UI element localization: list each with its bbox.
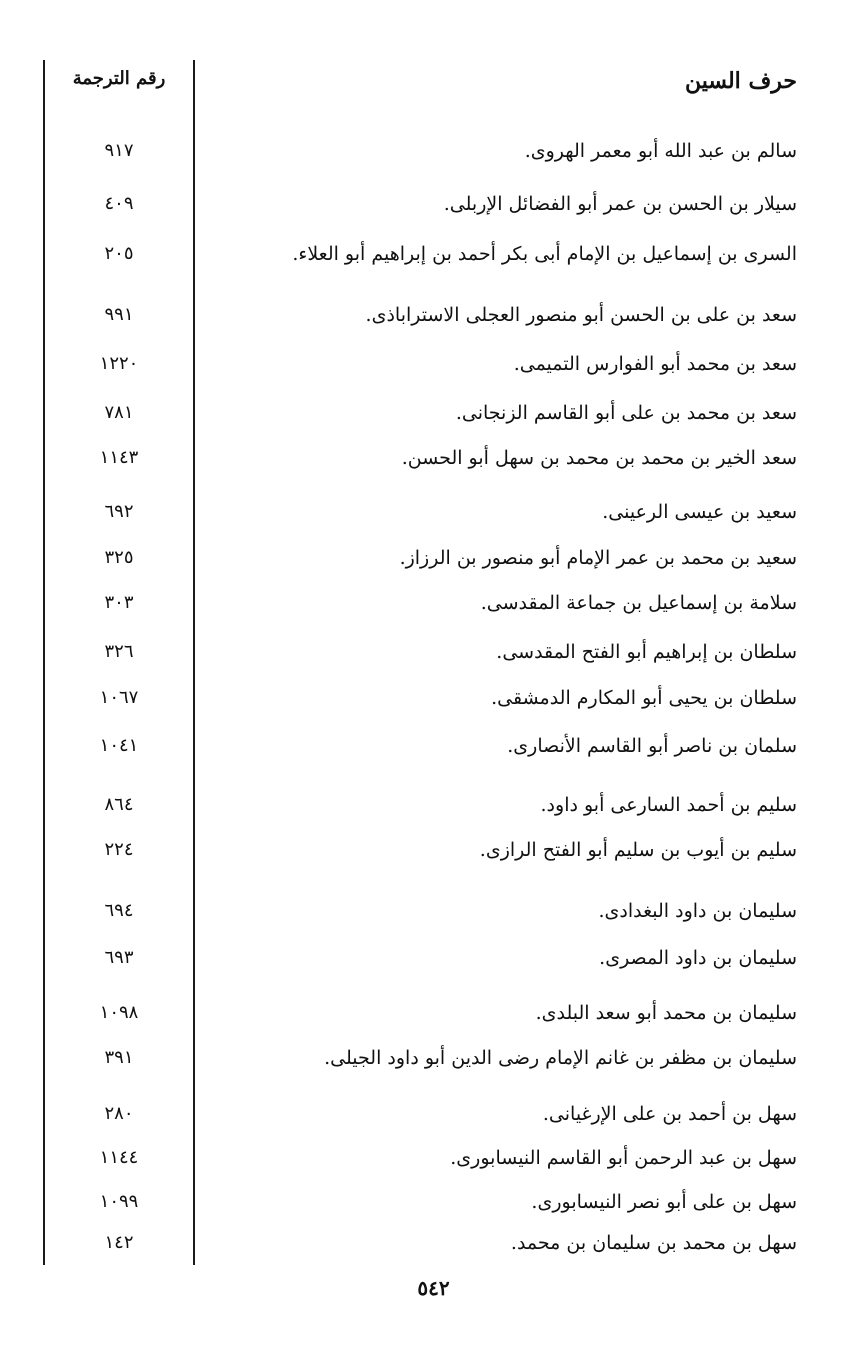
entry-name: سلامة بن إسماعيل بن جماعة المقدسى. (480, 592, 797, 614)
entry-name: سهل بن أحمد بن على الإرغيانى. (542, 1103, 797, 1125)
list-item (0, 940, 867, 976)
entry-number: ٤٠٩ (104, 193, 134, 214)
entry-name: سعيد بن محمد بن عمر الإمام أبو منصور بن الرزاز. (399, 547, 797, 569)
entry-number: ٦٩٤ (104, 900, 134, 921)
list-item (0, 1225, 867, 1261)
list-item (0, 346, 867, 382)
entry-name: سليمان بن داود المصرى. (599, 947, 797, 969)
entry-number: ٩١٧ (104, 140, 134, 161)
list-item (0, 1040, 867, 1076)
number-column-heading: رقم الترجمة (72, 68, 166, 89)
entry-name: سليمان بن مظفر بن غانم الإمام رضى الدين أبو داود الجيلى. (324, 1047, 797, 1069)
entry-number: ١٢٢٠ (99, 353, 139, 374)
entry-name: سعد بن على بن الحسن أبو منصور العجلى الاستراباذى. (365, 304, 797, 326)
entry-name: سالم بن عبد الله أبو معمر الهروى. (524, 140, 797, 162)
list-item (0, 634, 867, 670)
entry-number: ٣٢٦ (104, 641, 134, 662)
entry-name: سليم بن أيوب بن سليم أبو الفتح الرازى. (479, 839, 797, 861)
list-item (0, 728, 867, 764)
entry-number: ١١٤٣ (99, 447, 139, 468)
list-item (0, 1140, 867, 1176)
list-item (0, 832, 867, 868)
list-item (0, 585, 867, 621)
entry-name: سهل بن عبد الرحمن أبو القاسم النيسابورى. (450, 1147, 797, 1169)
list-item (0, 236, 867, 272)
list-item (0, 297, 867, 333)
entry-number: ٧٨١ (104, 402, 134, 423)
entry-name: سيلار بن الحسن بن عمر أبو الفضائل الإربلى. (443, 193, 797, 215)
entry-number: ٦٩٢ (104, 501, 134, 522)
list-item (0, 494, 867, 530)
entry-name: سهل بن محمد بن سليمان بن محمد. (510, 1232, 797, 1254)
entry-number: ٦٩٣ (104, 947, 134, 968)
entry-name: سليمان بن داود البغدادى. (598, 900, 797, 922)
entry-number: ١٠٦٧ (99, 687, 139, 708)
list-item (0, 787, 867, 823)
entry-number: ٨٦٤ (104, 794, 134, 815)
section-heading: حرف السين (684, 68, 797, 94)
entry-number: ١٠٩٩ (99, 1191, 139, 1212)
list-item (0, 893, 867, 929)
entry-name: السرى بن إسماعيل بن الإمام أبى بكر أحمد بن إبراهيم أبو العلاء. (292, 243, 797, 265)
entry-number: ٣٩١ (104, 1047, 134, 1068)
list-item (0, 680, 867, 716)
entry-number: ١٤٢ (104, 1232, 134, 1253)
entry-number: ٢٠٥ (104, 243, 134, 264)
list-item (0, 395, 867, 431)
entry-number: ٣٠٣ (104, 592, 134, 613)
entry-number: ١٠٤١ (99, 735, 139, 756)
list-item (0, 1096, 867, 1132)
entry-number: ١٠٩٨ (99, 1002, 139, 1023)
entry-name: سليم بن أحمد السارعى أبو داود. (540, 794, 797, 816)
list-item (0, 540, 867, 576)
entry-number: ٣٢٥ (104, 547, 134, 568)
list-item (0, 440, 867, 476)
list-item (0, 133, 867, 169)
entry-name: سلطان بن يحيى أبو المكارم الدمشقى. (491, 687, 797, 709)
entry-name: سعد بن محمد أبو الفوارس التميمى. (513, 353, 797, 375)
entry-name: سلطان بن إبراهيم أبو الفتح المقدسى. (496, 641, 797, 663)
entry-number: ٩٩١ (104, 304, 134, 325)
entry-name: سعد بن محمد بن على أبو القاسم الزنجانى. (455, 402, 797, 424)
entry-number: ٢٢٤ (104, 839, 134, 860)
page-number: ٥٤٢ (417, 1276, 450, 1300)
entry-name: سهل بن على أبو نصر النيسابورى. (531, 1191, 797, 1213)
list-item (0, 995, 867, 1031)
entry-name: سليمان بن محمد أبو سعد البلدى. (535, 1002, 797, 1024)
entry-name: سعيد بن عيسى الرعينى. (602, 501, 797, 523)
list-item (0, 1184, 867, 1220)
entry-name: سلمان بن ناصر أبو القاسم الأنصارى. (507, 735, 797, 757)
list-item (0, 186, 867, 222)
entry-number: ١١٤٤ (99, 1147, 139, 1168)
entry-number: ٢٨٠ (104, 1103, 134, 1124)
entry-name: سعد الخير بن محمد بن محمد بن سهل أبو الحسن. (401, 447, 797, 469)
